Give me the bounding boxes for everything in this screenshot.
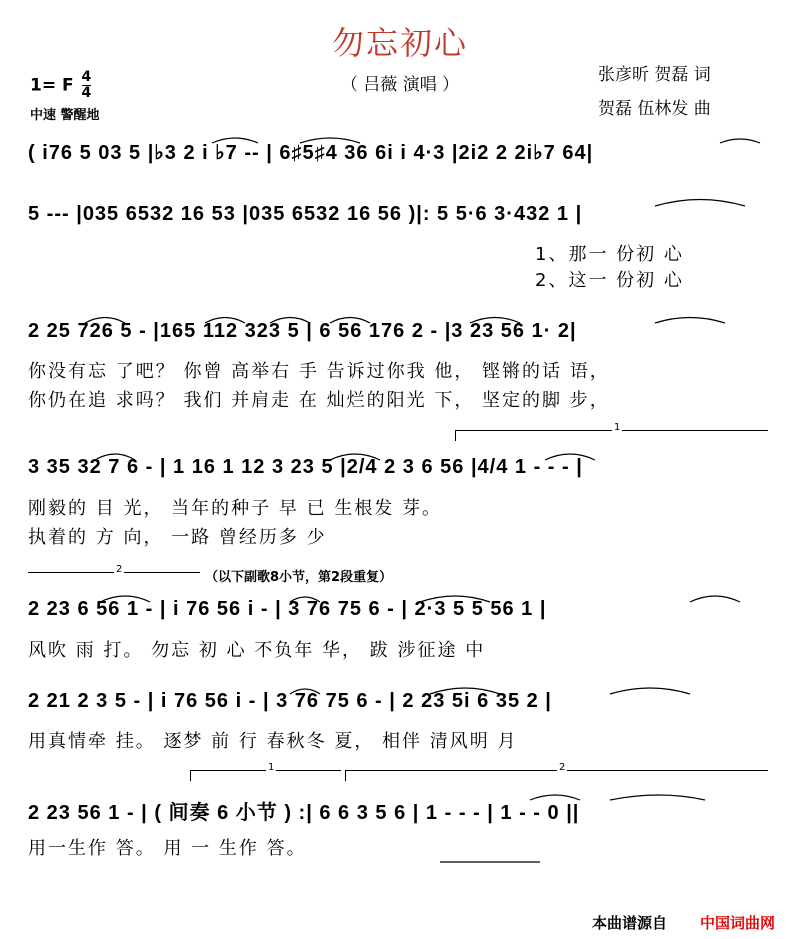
lyric-line-5: 风吹 雨 打。 勿忘 初 心 不负年 华， 跋 涉征途 中 — [28, 640, 486, 661]
lyric-line-6: 用真情牵 挂。 逐梦 前 行 春秋冬 夏， 相伴 清风明 月 — [28, 731, 518, 752]
volta-2-label: 2 — [116, 564, 123, 575]
repeat-note: （以下副歌8小节，第2段重复） — [205, 570, 393, 585]
ending-1-label: 1 — [268, 762, 275, 773]
song-title: 勿忘初心 — [331, 24, 468, 62]
footer-site-link[interactable]: 中国词曲网 — [700, 914, 776, 932]
lyric-line-3: 刚毅的 目 光， 当年的种子 早 已 生根发 芽。 — [28, 498, 443, 519]
volta-1-label: 1 — [614, 422, 621, 433]
ending-2-label: 2 — [559, 762, 566, 773]
composer-credit: 贺磊 伍林发 曲 — [598, 99, 711, 119]
score-line-7: 2 23 56 1 - | ( 间奏 6 小节 ) :| 6 6 3 5 6 | 1 - - - | 1 - - 0 || — [28, 802, 580, 824]
score-line-2: 5 --- |035 6532 16 53 |035 6532 16 56 )|: 5 5·6 3·432 1 | — [28, 203, 583, 225]
lyricist-credit: 张彦昕 贺磊 词 — [598, 65, 711, 85]
meter-bottom: 4 — [81, 85, 92, 101]
lyric-line-2: 你仍在追 求吗？ 我们 并肩走 在 灿烂的阳光 下， 坚定的脚 步， — [28, 390, 610, 411]
score-line-4: 3 35 32 7 6 - | 1 16 1 12 3 23 5 |2/4 2 3 6 56 |4/4 1 - - - | — [28, 456, 583, 478]
score-line-5: 2 23 6 56 1 - | i 76 56 i - | 3 76 75 6 - | 2·3 5 5 56 1 | — [28, 598, 547, 620]
key-label: 1= F — [30, 75, 74, 96]
score-line-6: 2 21 2 3 5 - | i 76 56 i - | 3 76 75 6 - | 2 23 5i 6 35 2 | — [28, 690, 552, 712]
meter-top: 4 — [81, 69, 92, 85]
verse-intro-1: 1、那一 份初 心 — [535, 244, 684, 265]
score-line-1: ( i76 5 03 5 |♭3 2 i ♭7 -- | 6♯5♯4 36 6i i 4·3 |2i2 2 2i♭7 64| — [28, 142, 594, 164]
lyric-line-4: 执着的 方 向， 一路 曾经历多 少 — [28, 527, 327, 548]
score-line-3: 2 25 726 5 - |165 112 323 5 | 6 56 176 2 - |3 23 56 1· 2| — [28, 320, 577, 342]
lyric-line-7: 用一生作 答。 用 一 生作 答。 — [28, 838, 307, 859]
verse-intro-2: 2、这一 份初 心 — [535, 270, 684, 291]
singer-credit: （ 吕薇 演唱 ） — [340, 75, 460, 95]
tempo-marking: 中速 警醒地 — [30, 108, 100, 123]
footer-source-label: 本曲谱源自 — [592, 914, 668, 932]
lyric-line-1: 你没有忘 了吧？ 你曾 高举右 手 告诉过你我 他， 铿锵的话 语， — [28, 361, 610, 382]
